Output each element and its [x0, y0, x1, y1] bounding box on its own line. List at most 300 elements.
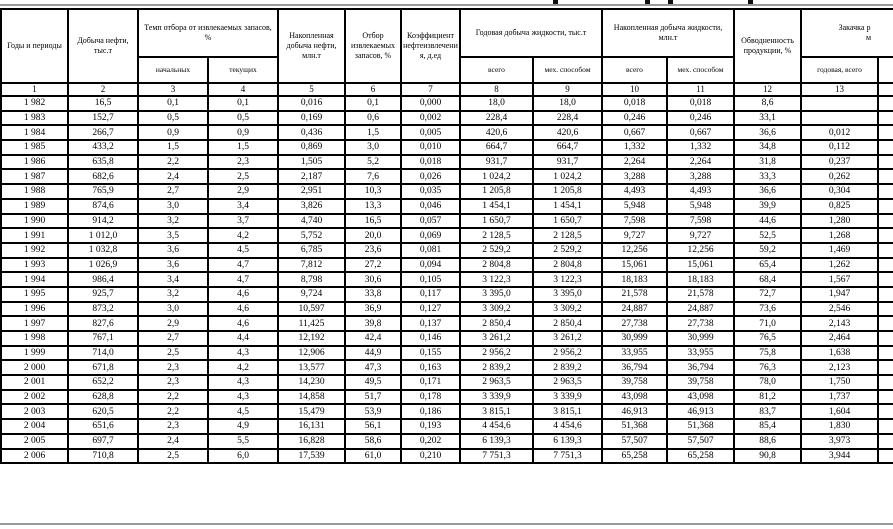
value-cell: 18,0 [533, 96, 602, 111]
year-cell: 1 988 [1, 184, 68, 199]
column-number-cell: 13 [801, 83, 878, 96]
value-cell: 2 529,2 [460, 243, 533, 258]
value-cell: 0,9 [208, 125, 278, 140]
value-cell: 2,4 [138, 434, 208, 449]
value-cell: 0,018 [602, 96, 667, 111]
value-cell: 3 815,1 [460, 404, 533, 419]
value-cell: 33,955 [667, 346, 734, 361]
value-cell: 4,7 [208, 272, 278, 287]
value-cell: 433,2 [68, 140, 138, 155]
value-cell: 68,4 [734, 272, 801, 287]
value-cell: 51,368 [667, 419, 734, 434]
value-cell: 39,8 [345, 316, 401, 331]
value-cell: 1,268 [801, 228, 878, 243]
table-row [1, 111, 893, 126]
value-cell: 1,638 [801, 346, 878, 361]
value-cell: 2,187 [278, 169, 345, 184]
value-cell: 12,256 [602, 243, 667, 258]
value-cell: 4,4 [208, 331, 278, 346]
table-row [1, 228, 893, 243]
value-cell: 46,913 [667, 404, 734, 419]
table-row [1, 155, 893, 170]
value-cell: 3,973 [801, 434, 878, 449]
value-cell: 7,598 [667, 214, 734, 229]
cutoff-cell [878, 272, 893, 287]
value-cell: 2,2 [138, 155, 208, 170]
cutoff-cell [878, 184, 893, 199]
table-row [1, 434, 893, 449]
table-row [1, 390, 893, 405]
value-cell: 3,944 [801, 449, 878, 464]
value-cell: 0,1 [345, 96, 401, 111]
value-cell: 1,5 [138, 140, 208, 155]
value-cell: 33,3 [734, 169, 801, 184]
year-cell: 1 998 [1, 331, 68, 346]
cutoff-cell [878, 360, 893, 375]
value-cell: 65,258 [667, 449, 734, 464]
value-cell: 15,061 [667, 258, 734, 273]
value-cell: 0,825 [801, 199, 878, 214]
subheader-cumulative-liquid-total: всего [602, 57, 667, 83]
header-cumulative-liquid: Накопленная добыча жидкости, млн.т [602, 9, 734, 57]
value-cell: 7 751,3 [460, 449, 533, 464]
value-cell: 4,2 [208, 228, 278, 243]
value-cell: 1 026,9 [68, 258, 138, 273]
cutoff-header-cell [878, 57, 893, 83]
value-cell: 39,9 [734, 199, 801, 214]
value-cell: 90,8 [734, 449, 801, 464]
value-cell: 0,246 [602, 111, 667, 126]
value-cell: 2,9 [208, 184, 278, 199]
value-cell: 9,724 [278, 287, 345, 302]
value-cell: 0,869 [278, 140, 345, 155]
subheader-annual-liquid-total: всего [460, 57, 533, 83]
value-cell: 3 339,9 [460, 390, 533, 405]
value-cell: 1,505 [278, 155, 345, 170]
value-cell: 1,280 [801, 214, 878, 229]
value-cell: 2,2 [138, 404, 208, 419]
value-cell: 31,8 [734, 155, 801, 170]
column-number-cell: 9 [533, 83, 602, 96]
year-cell: 1 984 [1, 125, 68, 140]
value-cell: 1 024,2 [460, 169, 533, 184]
value-cell: 65,258 [602, 449, 667, 464]
value-cell: 0,016 [278, 96, 345, 111]
value-cell: 765,9 [68, 184, 138, 199]
value-cell: 81,2 [734, 390, 801, 405]
value-cell: 0,5 [208, 111, 278, 126]
value-cell: 2 956,2 [460, 346, 533, 361]
value-cell: 4,3 [208, 375, 278, 390]
value-cell: 39,758 [602, 375, 667, 390]
value-cell: 18,0 [460, 96, 533, 111]
table-row [1, 404, 893, 419]
value-cell: 30,6 [345, 272, 401, 287]
table-row [1, 272, 893, 287]
year-cell: 1 991 [1, 228, 68, 243]
value-cell: 0,436 [278, 125, 345, 140]
value-cell: 1 454,1 [460, 199, 533, 214]
value-cell: 57,507 [667, 434, 734, 449]
value-cell: 3 309,2 [460, 302, 533, 317]
value-cell: 1 032,8 [68, 243, 138, 258]
value-cell: 3,0 [138, 302, 208, 317]
value-cell: 0,163 [401, 360, 460, 375]
value-cell: 0,6 [345, 111, 401, 126]
value-cell: 2,5 [138, 449, 208, 464]
cutoff-cell [878, 390, 893, 405]
value-cell: 4,740 [278, 214, 345, 229]
value-cell: 75,8 [734, 346, 801, 361]
value-cell: 43,098 [602, 390, 667, 405]
value-cell: 2 956,2 [533, 346, 602, 361]
value-cell: 49,5 [345, 375, 401, 390]
value-cell: 635,8 [68, 155, 138, 170]
table-row [1, 287, 893, 302]
value-cell: 2,2 [138, 390, 208, 405]
value-cell: 15,479 [278, 404, 345, 419]
value-cell: 14,230 [278, 375, 345, 390]
table-row [1, 214, 893, 229]
value-cell: 0,146 [401, 331, 460, 346]
value-cell: 3,6 [138, 258, 208, 273]
value-cell: 3,5 [138, 228, 208, 243]
cutoff-cell [878, 83, 893, 96]
value-cell: 931,7 [533, 155, 602, 170]
column-number-cell: 3 [138, 83, 208, 96]
value-cell: 420,6 [533, 125, 602, 140]
value-cell: 4,493 [667, 184, 734, 199]
value-cell: 0,1 [208, 96, 278, 111]
value-cell: 0,9 [138, 125, 208, 140]
value-cell: 2,5 [138, 346, 208, 361]
table-row [1, 360, 893, 375]
subheader-initial: начальных [138, 57, 208, 83]
value-cell: 4,6 [208, 302, 278, 317]
value-cell [801, 111, 878, 126]
header-oil-production: Добыча нефти, тыс.т [68, 9, 138, 83]
header-injection-line2: м [865, 33, 872, 42]
value-cell: 1,947 [801, 287, 878, 302]
value-cell: 2,7 [138, 331, 208, 346]
year-cell: 1 993 [1, 258, 68, 273]
value-cell: 2,3 [208, 155, 278, 170]
value-cell: 16,131 [278, 419, 345, 434]
value-cell: 4,5 [208, 404, 278, 419]
value-cell: 628,8 [68, 390, 138, 405]
table-row [1, 199, 893, 214]
value-cell: 0,005 [401, 125, 460, 140]
value-cell: 3 815,1 [533, 404, 602, 419]
value-cell: 2,4 [138, 169, 208, 184]
table-row [1, 419, 893, 434]
value-cell: 0,000 [401, 96, 460, 111]
value-cell: 43,098 [667, 390, 734, 405]
value-cell: 0,069 [401, 228, 460, 243]
value-cell: 0,046 [401, 199, 460, 214]
value-cell: 2 128,5 [533, 228, 602, 243]
value-cell: 3,2 [138, 287, 208, 302]
value-cell: 2,143 [801, 316, 878, 331]
cutoff-cell [878, 96, 893, 111]
table-row [1, 125, 893, 140]
value-cell: 83,7 [734, 404, 801, 419]
value-cell: 3,0 [138, 199, 208, 214]
value-cell: 3,826 [278, 199, 345, 214]
value-cell: 1 650,7 [533, 214, 602, 229]
year-cell: 1 994 [1, 272, 68, 287]
value-cell: 0,012 [801, 125, 878, 140]
value-cell: 76,5 [734, 331, 801, 346]
value-cell: 36,6 [734, 184, 801, 199]
table-body [1, 96, 893, 463]
value-cell: 16,828 [278, 434, 345, 449]
value-cell: 78,0 [734, 375, 801, 390]
value-cell: 0,010 [401, 140, 460, 155]
cutoff-cell [878, 419, 893, 434]
table-row [1, 331, 893, 346]
cutoff-cell [878, 140, 893, 155]
year-cell: 1 982 [1, 96, 68, 111]
value-cell: 10,3 [345, 184, 401, 199]
value-cell: 9,727 [667, 228, 734, 243]
value-cell: 1 454,1 [533, 199, 602, 214]
value-cell: 0,210 [401, 449, 460, 464]
subheader-injection-annual: годовая, всего [801, 57, 878, 83]
value-cell: 36,6 [734, 125, 801, 140]
header-cumulative-oil: Накопленная добыча нефти, млн.т [278, 9, 345, 83]
value-cell: 6,785 [278, 243, 345, 258]
value-cell: 714,0 [68, 346, 138, 361]
value-cell: 420,6 [460, 125, 533, 140]
subheader-current: текущих [208, 57, 278, 83]
year-cell: 1 990 [1, 214, 68, 229]
column-number-cell: 11 [667, 83, 734, 96]
year-cell: 2 003 [1, 404, 68, 419]
value-cell: 72,7 [734, 287, 801, 302]
value-cell: 3 395,0 [533, 287, 602, 302]
year-cell: 2 004 [1, 419, 68, 434]
value-cell: 767,1 [68, 331, 138, 346]
header-years: Годы и периоды [1, 9, 68, 83]
value-cell: 58,6 [345, 434, 401, 449]
value-cell: 1 024,2 [533, 169, 602, 184]
value-cell: 697,7 [68, 434, 138, 449]
value-cell: 3,2 [138, 214, 208, 229]
value-cell: 2,546 [801, 302, 878, 317]
value-cell: 36,9 [345, 302, 401, 317]
value-cell: 3,6 [138, 243, 208, 258]
value-cell: 1 012,0 [68, 228, 138, 243]
table-row [1, 375, 893, 390]
value-cell: 2 839,2 [460, 360, 533, 375]
value-cell: 65,4 [734, 258, 801, 273]
value-cell: 47,3 [345, 360, 401, 375]
value-cell: 652,2 [68, 375, 138, 390]
value-cell: 15,061 [602, 258, 667, 273]
year-cell: 1 989 [1, 199, 68, 214]
cutoff-cell [878, 199, 893, 214]
value-cell: 0,246 [667, 111, 734, 126]
value-cell: 16,5 [345, 214, 401, 229]
value-cell: 0,667 [667, 125, 734, 140]
value-cell: 914,2 [68, 214, 138, 229]
value-cell: 3,288 [667, 169, 734, 184]
value-cell: 2 804,8 [460, 258, 533, 273]
value-cell: 16,5 [68, 96, 138, 111]
value-cell: 2 529,2 [533, 243, 602, 258]
header-withdrawal-rate: Темп отбора от извлекаемых запасов, % [138, 9, 278, 57]
value-cell: 2,264 [667, 155, 734, 170]
value-cell: 11,425 [278, 316, 345, 331]
year-cell: 1 997 [1, 316, 68, 331]
value-cell: 5,948 [602, 199, 667, 214]
column-number-row [1, 83, 893, 96]
year-cell: 1 986 [1, 155, 68, 170]
cutoff-cell [878, 346, 893, 361]
value-cell: 3,4 [208, 199, 278, 214]
value-cell: 3,288 [602, 169, 667, 184]
value-cell: 0,094 [401, 258, 460, 273]
value-cell: 4,9 [208, 419, 278, 434]
column-number-cell: 8 [460, 83, 533, 96]
value-cell: 4,6 [208, 316, 278, 331]
value-cell: 7 751,3 [533, 449, 602, 464]
value-cell: 710,8 [68, 449, 138, 464]
cutoff-cell [878, 111, 893, 126]
value-cell: 1 650,7 [460, 214, 533, 229]
value-cell: 30,999 [667, 331, 734, 346]
value-cell: 2 850,4 [460, 316, 533, 331]
value-cell: 3,7 [208, 214, 278, 229]
value-cell: 874,6 [68, 199, 138, 214]
production-indicators-table [0, 8, 893, 464]
value-cell: 56,1 [345, 419, 401, 434]
value-cell: 0,1 [138, 96, 208, 111]
value-cell: 5,2 [345, 155, 401, 170]
value-cell: 228,4 [460, 111, 533, 126]
value-cell: 7,812 [278, 258, 345, 273]
value-cell: 6 139,3 [533, 434, 602, 449]
value-cell: 3 122,3 [533, 272, 602, 287]
year-cell: 1 996 [1, 302, 68, 317]
value-cell: 57,507 [602, 434, 667, 449]
cutoff-cell [878, 434, 893, 449]
value-cell: 2,123 [801, 360, 878, 375]
column-number-cell: 1 [1, 83, 68, 96]
value-cell: 36,794 [602, 360, 667, 375]
value-cell: 4,5 [208, 243, 278, 258]
value-cell: 0,193 [401, 419, 460, 434]
value-cell: 12,906 [278, 346, 345, 361]
header-recovery-factor: Коэффициент нефтеизвлечения, д.ед [401, 9, 460, 83]
value-cell: 0,117 [401, 287, 460, 302]
value-cell: 85,4 [734, 419, 801, 434]
value-cell: 2 850,4 [533, 316, 602, 331]
table-row [1, 258, 893, 273]
value-cell: 3 339,9 [533, 390, 602, 405]
value-cell: 0,057 [401, 214, 460, 229]
value-cell: 4,3 [208, 390, 278, 405]
value-cell: 3 261,2 [460, 331, 533, 346]
value-cell: 664,7 [533, 140, 602, 155]
value-cell: 651,6 [68, 419, 138, 434]
value-cell: 0,026 [401, 169, 460, 184]
value-cell: 2 804,8 [533, 258, 602, 273]
table-row [1, 316, 893, 331]
value-cell: 2 963,5 [460, 375, 533, 390]
year-cell: 2 000 [1, 360, 68, 375]
header-injection [801, 9, 893, 57]
value-cell: 5,5 [208, 434, 278, 449]
value-cell: 6,0 [208, 449, 278, 464]
value-cell: 152,7 [68, 111, 138, 126]
value-cell: 88,6 [734, 434, 801, 449]
value-cell: 2,3 [138, 375, 208, 390]
value-cell: 14,858 [278, 390, 345, 405]
cutoff-cell [878, 258, 893, 273]
value-cell: 13,577 [278, 360, 345, 375]
value-cell: 7,6 [345, 169, 401, 184]
value-cell: 0,304 [801, 184, 878, 199]
value-cell: 1,737 [801, 390, 878, 405]
value-cell: 33,1 [734, 111, 801, 126]
value-cell: 4,3 [208, 346, 278, 361]
value-cell: 228,4 [533, 111, 602, 126]
year-cell: 2 005 [1, 434, 68, 449]
value-cell: 0,169 [278, 111, 345, 126]
cutoff-cell [878, 125, 893, 140]
value-cell: 2,264 [602, 155, 667, 170]
value-cell: 61,0 [345, 449, 401, 464]
value-cell: 7,598 [602, 214, 667, 229]
value-cell: 33,8 [345, 287, 401, 302]
value-cell: 0,081 [401, 243, 460, 258]
value-cell: 2,7 [138, 184, 208, 199]
column-number-cell: 12 [734, 83, 801, 96]
value-cell: 39,758 [667, 375, 734, 390]
value-cell: 0,112 [801, 140, 878, 155]
value-cell: 0,137 [401, 316, 460, 331]
cutoff-cell [878, 155, 893, 170]
table-row [1, 243, 893, 258]
value-cell: 3 309,2 [533, 302, 602, 317]
cutoff-cell [878, 214, 893, 229]
value-cell: 13,3 [345, 199, 401, 214]
value-cell: 0,5 [138, 111, 208, 126]
value-cell: 44,6 [734, 214, 801, 229]
value-cell: 4 454,6 [460, 419, 533, 434]
value-cell: 4,6 [208, 287, 278, 302]
value-cell: 6 139,3 [460, 434, 533, 449]
table-row [1, 96, 893, 111]
value-cell: 1,750 [801, 375, 878, 390]
value-cell: 27,738 [602, 316, 667, 331]
value-cell: 3 395,0 [460, 287, 533, 302]
value-cell: 4 454,6 [533, 419, 602, 434]
cutoff-cell [878, 316, 893, 331]
value-cell: 0,237 [801, 155, 878, 170]
cutoff-cell [878, 169, 893, 184]
subheader-annual-liquid-mech: мех. способом [533, 57, 602, 83]
bottom-horizontal-rule [0, 523, 893, 525]
value-cell: 931,7 [460, 155, 533, 170]
header-annual-liquid: Годовая добыча жидкости, тыс.т [460, 9, 602, 57]
value-cell: 12,192 [278, 331, 345, 346]
column-number-cell: 7 [401, 83, 460, 96]
value-cell: 1 205,8 [533, 184, 602, 199]
value-cell: 18,183 [667, 272, 734, 287]
